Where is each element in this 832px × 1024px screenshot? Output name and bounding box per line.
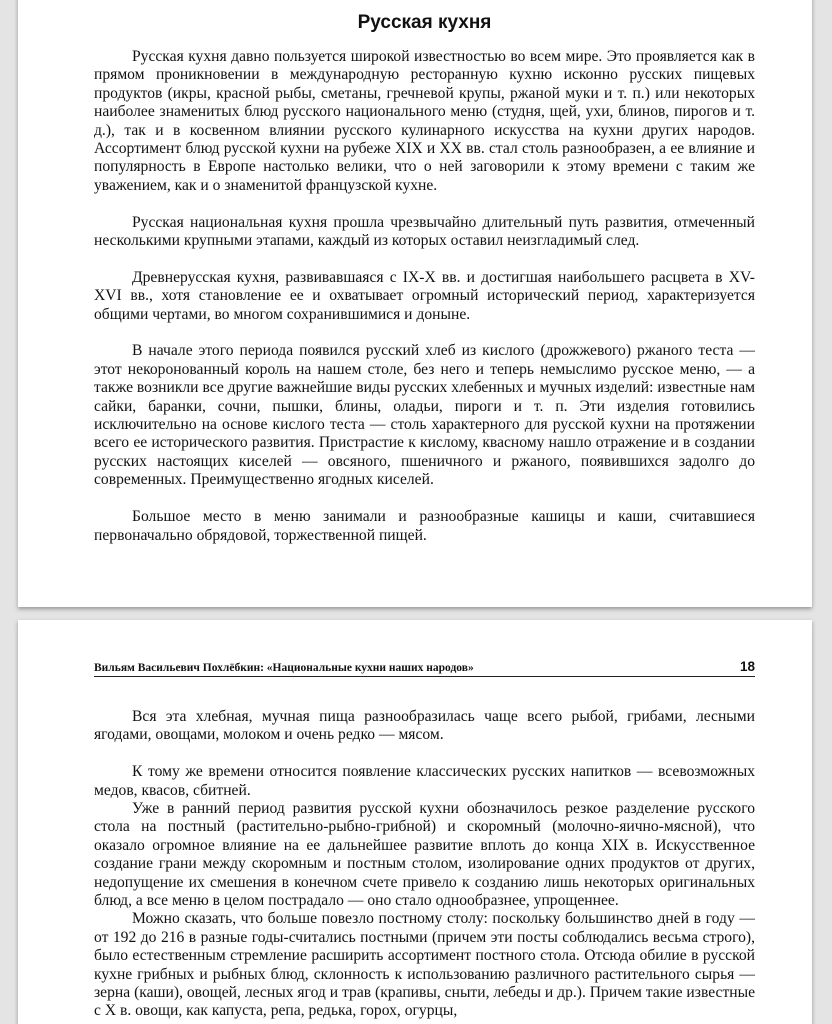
page-content xyxy=(94,708,755,1021)
paragraph: Уже в ранний период развития русской кухни обозначилось резкое разделение русского стола на постный (растительно-рыбно-грибной) и скоромный (молочно-яично-мясной), что оказало огромное влияние на ее дальнейшее развитие вплоть до конца XIX в. Искусственное создание грани между скоромным и постным столом, изолирование одних продуктов от других, недопущение их смешения в конечном счете привело к созданию лишь некоторых оригинальных блюд, а все меню в целом пострадало — оно стало однообразнее, упрощеннее. xyxy=(94,800,755,910)
document-page-2 xyxy=(18,620,812,1024)
paragraph: Можно сказать, что больше повезло постному столу: поскольку большинство дней в году — от 192 до 216 в разные годы-считались постными (причем эти посты соблюдались весьма строго), было естественным стремление расширить ассортимент постного стола. Отсюда обилие в русской кухне грибных и рыбных блюд, склонность к использованию различного растительного сырья — зерна (каши), овощей, лесных ягод и трав (крапивы, сныти, лебеды и др.). Причем такие известные с X в. овощи, как капуста, репа, редька, горох, огурцы, xyxy=(94,910,755,1020)
paragraph: В начале этого периода появился русский хлеб из кислого (дрожжевого) ржаного теста — этот некоронованный король на нашем столе, без него и теперь немыслимо русское меню, — а также возникли все другие важнейшие виды русских хлебенных и мучных изделий: известные нам сайки, баранки, сочни, пышки, блины, оладьи, пироги и т. п. Эти изделия готовились исключительно на основе кислого теста — столь характерного для русской кухни на протяжении всего ее исторического развития. Пристрастие к кислому, квасному нашло отражение и в создании русских настоящих киселей — овсяного, пшеничного и ржаного, появившихся задолго до современных. Преимущественно ягодных киселей. xyxy=(94,342,755,489)
page-content xyxy=(94,12,755,545)
paragraph: К тому же времени относится появление классических русских напитков — всевозможных медов, квасов, сбитней. xyxy=(94,763,755,799)
paragraph: Русская кухня давно пользуется широкой известностью во всем мире. Это проявляется как в прямом проникновении в международную ресторанную кухню исконно русских пищевых продуктов (икры, красной рыбы, сметаны, гречневой крупы, ржаной муки и т. п.) или некоторых наиболее знаменитых блюд русского национального меню (студня, щей, ухи, блинов, пирогов и т. д.), так и в косвенном влиянии русского кулинарного искусства на кухни других народов. Ассортимент блюд русской кухни на рубеже XIX и XX вв. стал столь разнообразен, а ее влияние и популярность в Европе настолько велики, что о ней заговорили к этому времени с таким же уважением, как и о знаменитой французской кухне. xyxy=(94,48,755,194)
header-author-title: Вильям Васильевич Похлёбкин: «Национальные кухни наших народов» xyxy=(94,662,474,674)
paragraph: Вся эта хлебная, мучная пища разнообразилась чаще всего рыбой, грибами, лесными ягодами, овощами, молоком и очень редко — мясом. xyxy=(94,708,755,744)
paragraph: Русская национальная кухня прошла чрезвычайно длительный путь развития, отмеченный несколькими крупными этапами, каждый из которых оставил неизгладимый след. xyxy=(94,213,755,250)
paragraph: Большое место в меню занимали и разнообразные кашицы и каши, считавшиеся первоначально обрядовой, торжественной пищей. xyxy=(94,508,755,544)
document-title: Русская кухня xyxy=(357,12,492,33)
running-header xyxy=(94,656,755,677)
document-page-1 xyxy=(18,0,812,607)
paragraph: Древнерусская кухня, развивавшаяся с IX-X вв. и достигшая наибольшего расцвета в XV-XVI вв., хотя становление ее и охватывает огромный исторический период, характеризуется общими чертами, во многом сохранившимися и доныне. xyxy=(94,268,755,323)
page-number: 18 xyxy=(739,659,755,674)
